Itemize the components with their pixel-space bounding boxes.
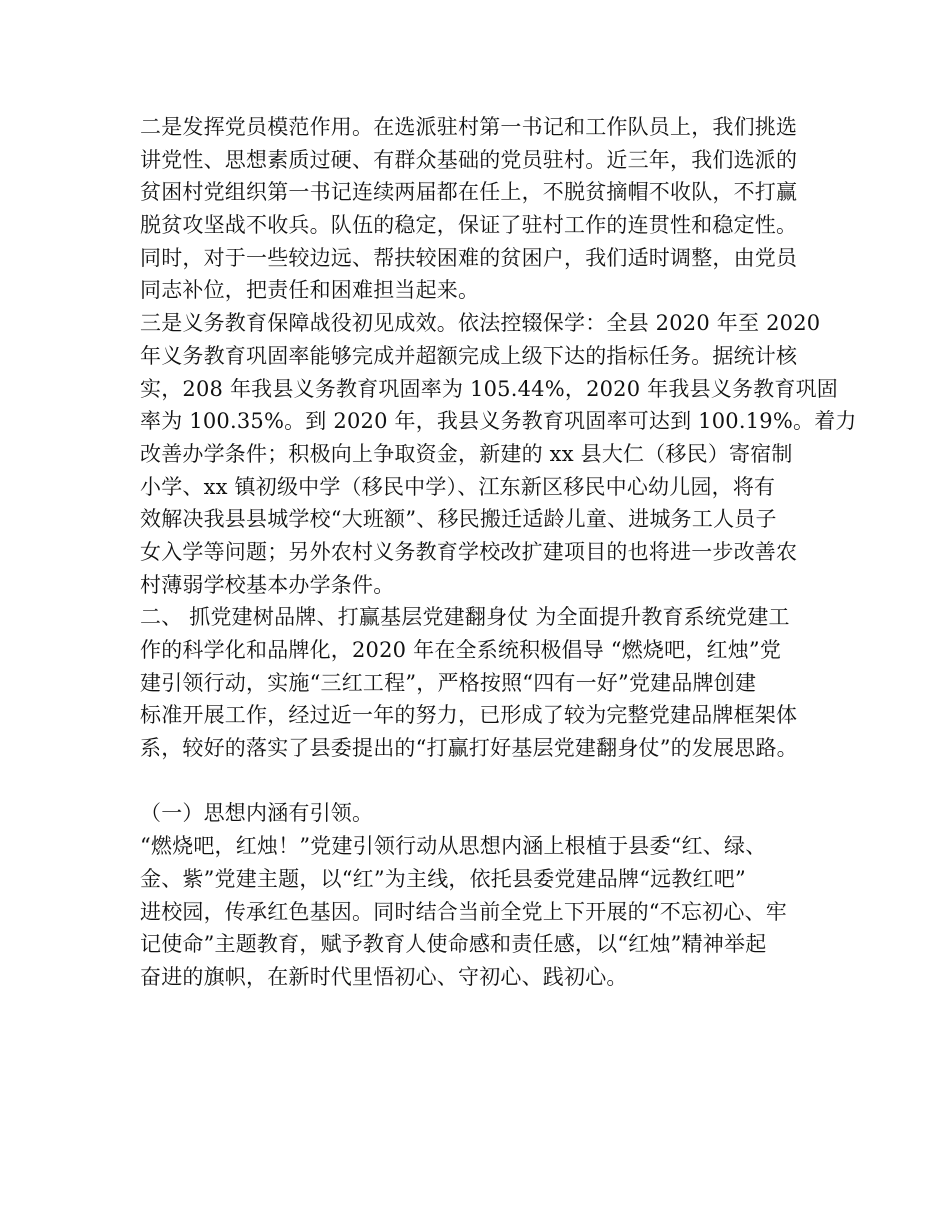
text-line: 三是义务教育保障战役初见成效。依法控辍保学：全县 2020 年至 2020 [140,311,821,336]
text-line: 同时，对于一些较边远、帮扶较困难的贫困户，我们适时调整，由党员 [140,245,798,270]
section-heading: （一）思想内涵有引领。 [140,801,374,826]
text-line: 效解决我县县城学校“大班额”、移民搬迁适龄儿童、进城务工人员子 [140,507,777,532]
document-body [140,111,857,994]
text-line: 奋进的旗帜，在新时代里悟初心、守初心、践初心。 [140,964,628,989]
text-line: 记使命”主题教育，赋予教育人使命感和责任感，以“红烛”精神举起 [140,932,767,957]
text-line: 村薄弱学校基本办学条件。 [140,572,395,597]
text-line: 年义务教育巩固率能够完成并超额完成上级下达的指标任务。据统计核 [140,343,798,368]
text-line: 系，较好的落实了县委提出的“打赢打好基层党建翻身仗”的发展思路。 [140,736,798,761]
text-line: “燃烧吧，红烛！”党建引领行动从思想内涵上根植于县委“红、绿、 [140,834,767,859]
text-line: 实，208 年我县义务教育巩固率为 105.44%，2020 年我县义务教育巩固 [140,376,838,401]
text-line: 建引领行动，实施“三红工程”，严格按照“四有一好”党建品牌创建 [140,670,757,695]
text-line: 进校园，传承红色基因。同时结合当前全党上下开展的“不忘初心、牢 [140,899,787,924]
text-line: 女入学等问题；另外农村义务教育学校改扩建项目的也将进一步改善农 [140,539,798,564]
text-line: 改善办学条件；积极向上争取资金，新建的 xx 县大仁（移民）寄宿制 [140,441,793,466]
text-line: 金、紫”党建主题，以“红”为主线，依托县委党建品牌“远教红吧” [140,866,746,891]
text-line: 同志补位，把责任和困难担当起来。 [140,278,480,303]
text-line: 率为 100.35%。到 2020 年，我县义务教育巩固率可达到 100.19%。着力 [140,409,857,434]
text-line: 脱贫攻坚战不收兵。队伍的稳定，保证了驻村工作的连贯性和稳定性。 [140,213,798,238]
text-line: 标准开展工作，经过近一年的努力，已形成了较为完整党建品牌框架体 [140,703,798,728]
text-line: 讲党性、思想素质过硬、有群众基础的党员驻村。近三年，我们选派的 [140,147,798,172]
text-line: 二是发挥党员模范作用。在选派驻村第一书记和工作队员上，我们挑选 [140,115,798,139]
text-line: 小学、xx 镇初级中学（移民中学）、江东新区移民中心幼儿园，将有 [140,474,776,499]
text-line: 贫困村党组织第一书记连续两届都在任上，不脱贫摘帽不收队，不打赢 [140,180,798,205]
paragraph-gap [140,765,820,798]
text-line: 作的科学化和品牌化，2020 年在全系统积极倡导 “燃烧吧，红烛”党 [140,638,782,662]
text-line: 二、 抓党建树品牌、打赢基层党建翻身仗 为全面提升教育系统党建工 [140,605,790,630]
